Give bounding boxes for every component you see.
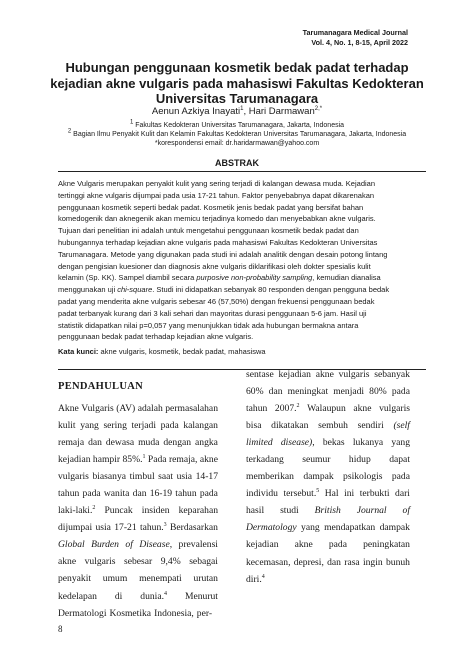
keywords-text: akne vulgaris, kosmetik, bedak padat, mahasiswa bbox=[98, 347, 266, 356]
body-line: individu tersebut.$^5$ Hal ini terbukti dari bbox=[246, 488, 410, 500]
affiliation-superscript: 1 bbox=[129, 119, 134, 126]
abstract-line: Tarumanagara. Metode yang digunakan pada studi ini adalah analitik dengan desain potong lintang bbox=[58, 249, 388, 259]
affiliation-text: Bagian Ilmu Penyakit Kulit dan Kelamin Fakultas Kedokteran Universitas Tarumanagara, Jakarta, Indonesia bbox=[71, 131, 407, 139]
abstract-italic: chi-square bbox=[117, 285, 153, 295]
abstract-line: penggunaan bedak padat terhadap kejadian akne vulgaris. bbox=[58, 332, 254, 342]
journal-name: Tarumanagara Medical Journal bbox=[302, 28, 408, 37]
affiliation-2 bbox=[40, 130, 434, 139]
abstract-line: hubungannya terhadap kejadian akne vulgaris pada mahasiswi Fakultas Kedokteran Universitas bbox=[58, 237, 378, 247]
abstract-line: dengan pengisian kuesioner dan diagnosis akne vulgaris diklarifikasi oleh dokter spesialis kulit bbox=[58, 261, 371, 271]
title-line: Hubungan penggunaan kosmetik bedak padat terhadap bbox=[65, 60, 409, 75]
section-heading: PENDAHULUAN bbox=[58, 381, 143, 392]
affiliation-text: Fakultas Kedokteran Universitas Tarumanagara, Jakarta, Indonesia bbox=[133, 122, 345, 129]
abstract-text: menggunakan uji bbox=[58, 285, 118, 295]
abstract-text: . Studi ini didapatkan sebanyak 80 responden dengan pengguna bedak bbox=[152, 285, 390, 295]
body-line: bisa dikatakan sembuh sendiri (self bbox=[246, 420, 410, 432]
body-line: terkadang seumur hidup dapat bbox=[246, 454, 410, 466]
body-line: tahun pada wanita dan 16-19 tahun pada bbox=[58, 488, 218, 500]
affiliation-superscript: 2 bbox=[67, 128, 72, 135]
affiliations bbox=[40, 121, 434, 149]
abstract-line: Tujuan dari penelitian ini adalah untuk mengetahui penggunaan kosmetik bedak padat dan bbox=[58, 226, 359, 236]
abstract-line: tertinggi akne vulgaris dijumpai pada usia 17-21 tahun. Faktor penyebabnya dapat dikarenakan bbox=[58, 190, 375, 200]
body-line: limited disease), bekas lukanya yang bbox=[246, 437, 410, 449]
body-line: laki-laki.$^2$ Puncak insiden keparahan bbox=[58, 505, 218, 517]
abstract-line: penggunaan kosmetik seperti bedak padat. Kosmetik jenis bedak padat yang bersifat bahan bbox=[58, 202, 364, 212]
title-line: kejadian akne vulgaris pada mahasiswi Fakultas Kedokteran bbox=[50, 75, 424, 91]
abstract-line: Akne Vulgaris merupakan penyakit kulit yang sering terjadi di kalangan dewasa muda. Kejadian bbox=[58, 179, 375, 188]
affiliation-1 bbox=[40, 121, 434, 130]
author-list bbox=[40, 106, 434, 118]
body-column-left bbox=[58, 400, 218, 622]
abstract-text: , kemudian dianalisa bbox=[312, 273, 381, 283]
body-line: tahun 2007.$^2$ Walaupun akne vulgaris bbox=[246, 402, 410, 415]
body-line: kedelapan di dunia.$^4$ Menurut bbox=[58, 590, 218, 602]
body-column-right bbox=[246, 366, 410, 588]
abstract-line: komedogenik dan aknegenik akan memicu terjadinya komedo dan menyebabkan akne vulgaris. bbox=[58, 214, 376, 224]
author-superscript: 2,* bbox=[314, 105, 323, 112]
body-line: 60% dan meningkat menjadi 80% pada bbox=[246, 386, 410, 398]
author-name: , Hari Darmawan bbox=[243, 106, 315, 117]
body-line: kecemasan, depresi, dan rasa ingin bunuh bbox=[246, 556, 410, 568]
abstract-body bbox=[58, 178, 426, 343]
body-line: vulgaris biasanya timbul saat usia 14-17 bbox=[58, 471, 218, 483]
body-line: diri.$^4$ bbox=[246, 573, 265, 585]
body-line: Global Burden of Disease, prevalensi bbox=[58, 539, 218, 551]
abstract-line: statistik didapatkan nilai p=0,057 yang menunjukkan tidak ada hubungan bermakna antara bbox=[58, 320, 359, 330]
title-line: Universitas Tarumanagara bbox=[155, 91, 319, 106]
body-line: memberikan dampak psikologis pada bbox=[246, 471, 410, 483]
abstract-line: padat terbanyak kurang dari 3 kali sehari dan mayoritas durasi penggunaan 5-6 jam. Hasil uji bbox=[58, 308, 367, 318]
abstract-line bbox=[58, 284, 426, 296]
body-line: akne vulgaris sebesar 9,4% sebagai bbox=[58, 556, 218, 568]
body-line: kejadian hampir 85%.$^1$ Pada remaja, akne bbox=[58, 453, 218, 466]
abstract-text: kelamin (Sp. KK). Sampel diambil secara bbox=[58, 273, 197, 283]
abstract-top-rule bbox=[58, 171, 426, 172]
body-line: Dermatology yang mendapatkan dampak bbox=[246, 522, 410, 534]
body-line: dijumpai usia 17-21 tahun.$^3$ Berdasarkan bbox=[58, 522, 218, 534]
paper-title bbox=[40, 60, 434, 107]
keywords-label: Kata kunci: bbox=[58, 347, 99, 356]
body-line: Akne Vulgaris (AV) adalah permasalahan bbox=[58, 403, 218, 414]
body-line: remaja dan dewasa muda dengan angka bbox=[58, 437, 218, 449]
abstract-line bbox=[58, 272, 426, 284]
journal-issue: Vol. 4, No. 1, 8-15, April 2022 bbox=[311, 38, 408, 47]
author-superscript: 1 bbox=[240, 105, 244, 112]
corresponding-email: *korespondensi email: dr.haridarmawan@yahoo.com bbox=[154, 140, 320, 148]
author-name: Aenun Azkiya Inayati bbox=[151, 106, 241, 117]
page-number: 8 bbox=[58, 624, 63, 634]
body-line: kulit yang sering terjadi pada kalangan bbox=[58, 420, 218, 432]
body-line: kejadian akne pada peningkatan bbox=[246, 539, 410, 551]
body-line: hasil studi British Journal of bbox=[246, 505, 410, 517]
keywords bbox=[58, 346, 426, 357]
body-line: Dermatologi Kosmetika Indonesia, per- bbox=[58, 607, 213, 619]
body-line: sentase kejadian akne vulgaris sebanyak bbox=[246, 369, 410, 380]
abstract-heading: ABSTRAK bbox=[215, 158, 259, 168]
abstract-italic: purposive non-probability sampling bbox=[196, 273, 313, 283]
abstract-line: padat yang menderita akne vulgaris sebesar 46 (57,50%) dengan frekuensi penggunaan bedak bbox=[58, 296, 375, 306]
body-line: penyakit umum menempati urutan bbox=[58, 573, 218, 585]
journal-header bbox=[303, 28, 408, 48]
